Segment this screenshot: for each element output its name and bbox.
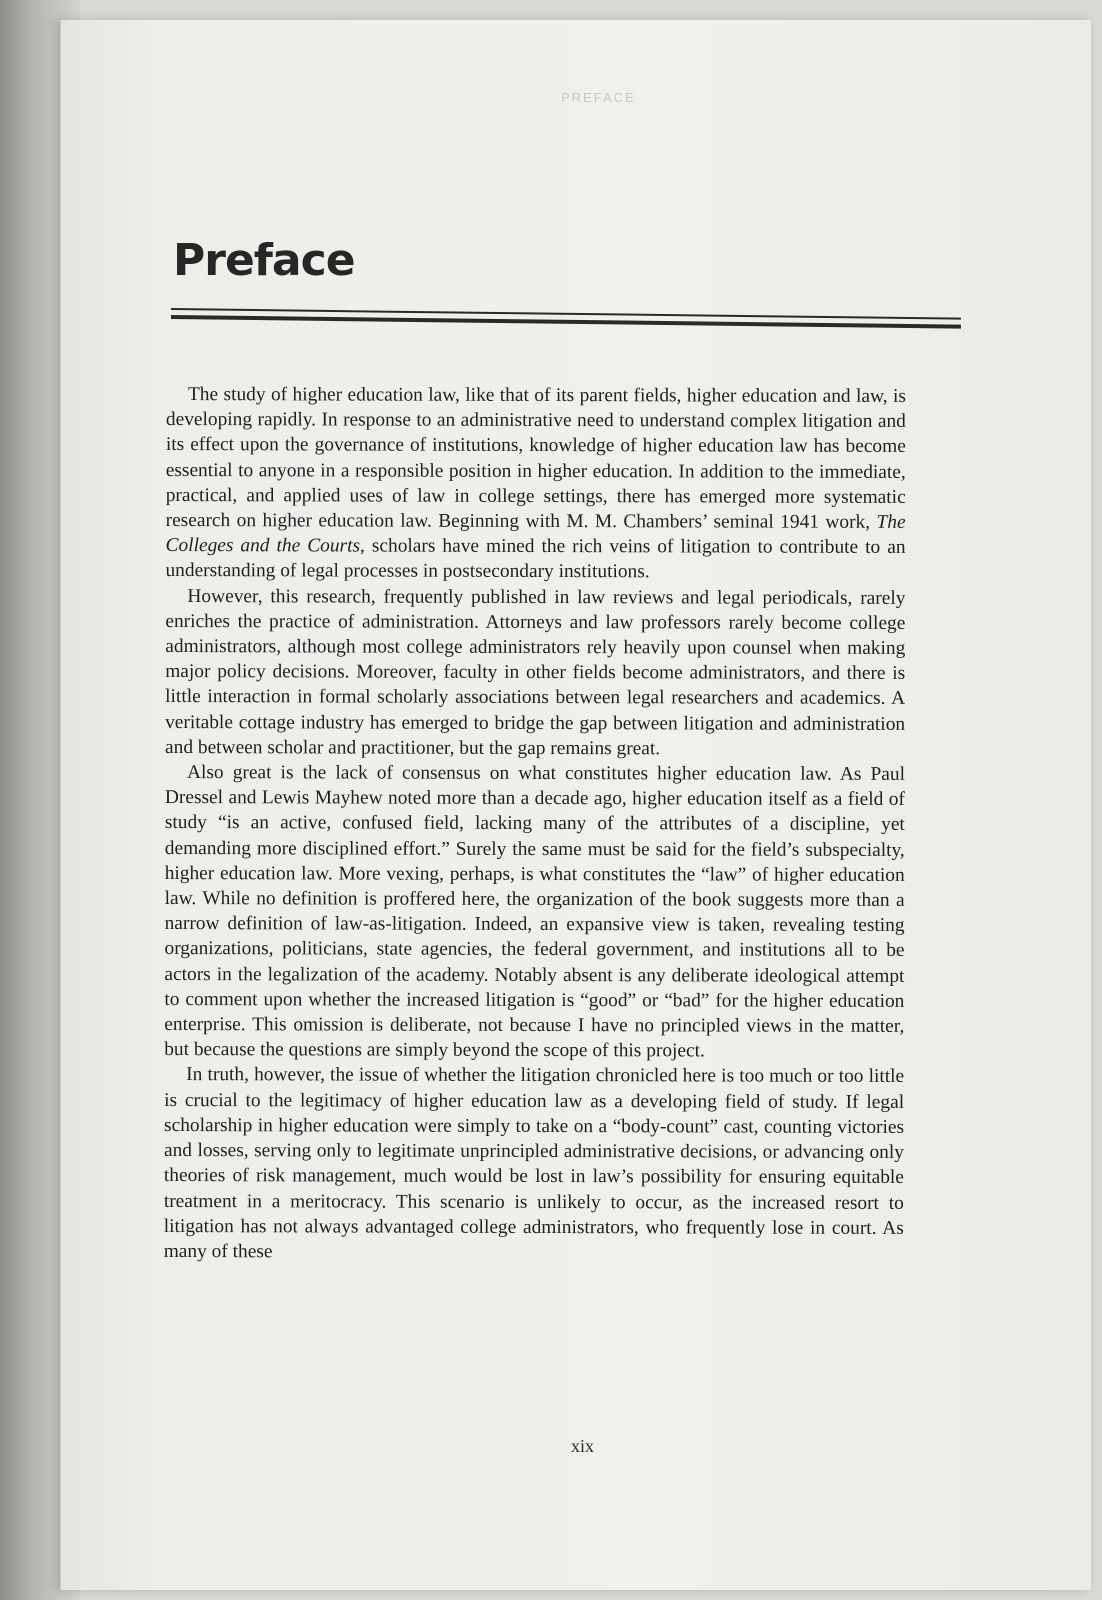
bleed-through-header: PREFACE [561, 90, 636, 105]
paragraph-2: However, this research, frequently published in law reviews and legal periodicals, rarely enriches the practice of administration. Attorneys and law professors rarely become college administrators, although most college administrators rely heavily upon counsel when making major policy decisions. Moreover, faculty in other fields become administrators, and there is little interaction in formal scholarly associations between legal researchers and academics. A veritable cottage industry has emerged to bridge the gap between litigation and administration and between scholar and practitioner, but the gap remains great. [165, 585, 906, 760]
paragraph-1 [165, 382, 906, 586]
paragraph-1-text: The study of higher education law, like that of its parent fields, higher education and law, is developing rapidly. In response to an administrative need to understand complex litigation and its effect upon the governance of institutions, knowledge of higher education law has become essential to anyone in a responsible position in higher education. In addition to the immediate, practical, and applied uses of law in college settings, there has emerged more systematic research on higher education law. Beginning with M. M. Chambers’ seminal 1941 work, [165, 384, 906, 533]
paragraph-3: Also great is the lack of consensus on what constitutes higher education law. As Paul Dressel and Lewis Mayhew noted more than a decade ago, higher education itself as a field of study “is an active, confused field, lacking many of the attributes of a discipline, yet demanding more disciplined effort.” Surely the same must be said for the field’s subspecialty, higher education law. More vexing, perhaps, is what constitutes the “law” of higher education law. While no definition is proffered here, the organization of the book suggests more than a narrow definition of law-as-litigation. Indeed, an expansive view is taken, revealing testing organizations, politicians, state agencies, the federal government, and institutions all to be actors in the legalization of the academy. Notably absent is any deliberate ideological attempt to comment upon whether the increased litigation is “good” or “bad” for the higher education enterprise. This omission is deliberate, not because I have no principled views in the matter, but because the questions are simply beyond the scope of this project. [164, 762, 906, 1062]
paragraph-1-text-end: , scholars have mined the rich veins of litigation to contribute to an understanding of legal processes in postsecondary institutions. [165, 535, 906, 583]
book-title-citation: The Colleges and the Courts [165, 511, 906, 557]
page-title: Preface [173, 235, 355, 286]
paragraph-4: In truth, however, the issue of whether the litigation chronicled here is too much or too little is crucial to the legitimacy of higher education law as a developing field of study. If legal scholarship in higher education were simply to take on a “body-count” cast, counting victories and losses, serving only to legitimate unprincipled administrative decisions, or advancing only theories of risk management, much would be lost in law’s possibility for ensuring equitable treatment in a meritocracy. This scenario is unlikely to occur, as the increased resort to litigation has not always advantaged college administrators, who frequently lose in court. As many of these [163, 1064, 905, 1263]
body-text [164, 382, 906, 1266]
book-page [60, 20, 1091, 1590]
page-number: xix [571, 1436, 595, 1456]
